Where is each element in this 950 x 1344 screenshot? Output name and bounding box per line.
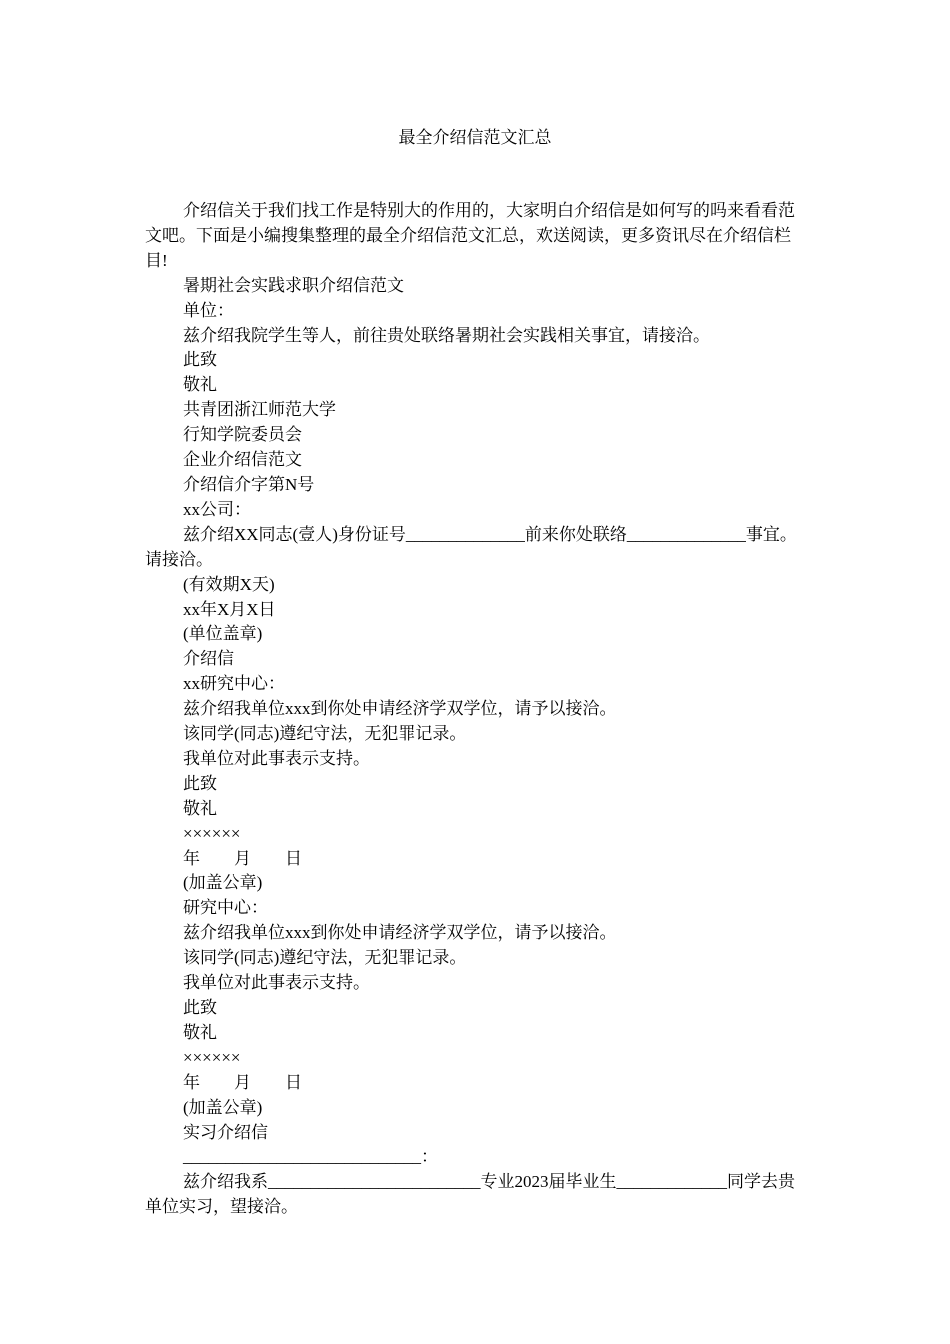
document-paragraph: 实习介绍信 bbox=[183, 1122, 268, 1142]
document-paragraph: ____________________________： bbox=[183, 1147, 438, 1167]
document-paragraph: 介绍信介字第N号 bbox=[183, 474, 315, 494]
document-paragraph: 兹介绍我单位xxx到你处申请经济学双学位，请予以接洽。 bbox=[183, 699, 617, 719]
document-paragraph: 年 月 日 bbox=[183, 1072, 302, 1092]
document-paragraph: 我单位对此事表示支持。 bbox=[183, 748, 370, 768]
document-paragraph: 该同学(同志)遵纪守法，无犯罪记录。 bbox=[183, 724, 467, 744]
document-paragraph: 敬礼 bbox=[183, 798, 217, 818]
document-paragraph: 研究中心： bbox=[183, 898, 268, 918]
document-paragraph: 兹介绍我单位xxx到你处申请经济学双学位，请予以接洽。 bbox=[183, 923, 617, 943]
document-paragraph: ×××××× bbox=[183, 1047, 241, 1067]
document-paragraph: 此致 bbox=[183, 773, 217, 793]
document-paragraph: xx研究中心： bbox=[183, 674, 285, 694]
document-paragraph: xx公司： bbox=[183, 499, 251, 519]
document-paragraph: 行知学院委员会 bbox=[183, 425, 302, 445]
document-title: 最全介绍信范文汇总 bbox=[398, 128, 552, 147]
document-paragraph: 敬礼 bbox=[183, 1022, 217, 1042]
document-paragraph: 此致 bbox=[183, 350, 217, 370]
document-paragraph: 介绍信关于我们找工作是特别大的作用的，大家明白介绍信是如何写的吗来看看范文吧。下面是小编搜集整理的最全介绍信范文汇总，欢送阅读，更多资讯尽在介绍信栏目! bbox=[145, 201, 795, 270]
document-paragraph: 我单位对此事表示支持。 bbox=[183, 973, 370, 993]
document-paragraph: 兹介绍XX同志(壹人)身份证号______________前来你处联络______________事宜。请接洽。 bbox=[145, 524, 797, 569]
document-paragraph: 暑期社会实践求职介绍信范文 bbox=[183, 275, 404, 295]
document-paragraph: 兹介绍我院学生等人，前往贵处联络暑期社会实践相关事宜，请接洽。 bbox=[183, 325, 710, 345]
document-paragraph: 兹介绍我系_________________________专业2023届毕业生_____________同学去贵单位实习，望接洽。 bbox=[145, 1172, 795, 1217]
document-paragraph: 企业介绍信范文 bbox=[183, 450, 302, 470]
document-paragraph: 该同学(同志)遵纪守法，无犯罪记录。 bbox=[183, 948, 467, 968]
document-paragraph: 单位： bbox=[183, 300, 234, 320]
document-paragraph: 共青团浙江师范大学 bbox=[183, 400, 336, 420]
document-paragraph: 介绍信 bbox=[183, 649, 234, 669]
document-paragraph: 敬礼 bbox=[183, 375, 217, 395]
document-paragraph: (加盖公章) bbox=[183, 1097, 263, 1117]
document-body bbox=[145, 199, 805, 1220]
document-paragraph: xx年X月X日 bbox=[183, 599, 276, 619]
document-paragraph: (单位盖章) bbox=[183, 624, 263, 644]
document-paragraph: ×××××× bbox=[183, 823, 241, 843]
document-paragraph: (有效期X天) bbox=[183, 574, 275, 594]
document-paragraph: 年 月 日 bbox=[183, 848, 302, 868]
document-paragraph: (加盖公章) bbox=[183, 873, 263, 893]
document-paragraph: 此致 bbox=[183, 998, 217, 1017]
